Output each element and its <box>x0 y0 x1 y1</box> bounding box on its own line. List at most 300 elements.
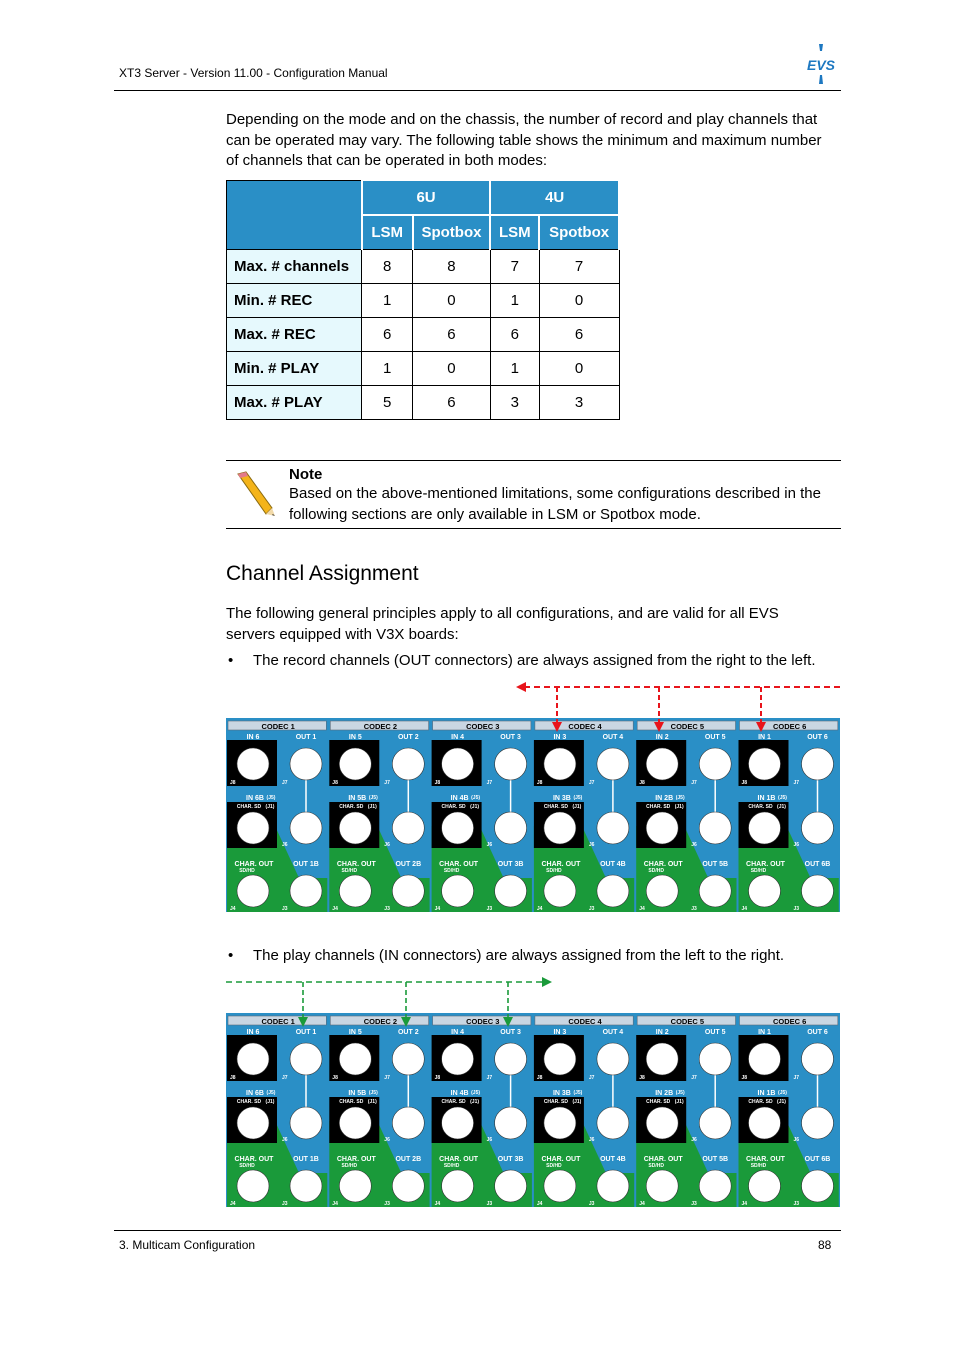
in-b-label: IN 2B <box>655 1090 674 1097</box>
out-b-lower-connector <box>290 1170 322 1202</box>
out-b-label: OUT 2B <box>395 1156 422 1163</box>
jack-label: J3 <box>282 906 288 912</box>
codec-label: CODEC 6 <box>772 1017 807 1026</box>
note-body <box>289 484 821 525</box>
out-b-connector <box>392 812 424 844</box>
char-sd-label: CHAR. SD <box>543 1099 568 1105</box>
j5-label: (J5) <box>266 795 276 801</box>
in-connector <box>237 1043 269 1075</box>
table-cell: 8 <box>362 250 413 284</box>
codec-label: CODEC 3 <box>466 722 500 731</box>
char-sd-label: CHAR. SD <box>748 804 773 810</box>
sdhd-label: SD/HD <box>443 1163 460 1169</box>
jack-label: J6 <box>384 842 390 848</box>
sdhd-label: SD/HD <box>239 1163 255 1169</box>
in-label: IN 3 <box>553 734 567 741</box>
row-header: Min. # REC <box>227 284 362 318</box>
char-sd-label: CHAR. SD <box>646 804 671 810</box>
out-b-connector <box>392 1107 424 1139</box>
table-corner <box>227 180 362 250</box>
row-header: Max. # REC <box>227 318 362 352</box>
char-sd-label: CHAR. SD <box>646 1099 671 1105</box>
out-b-connector <box>495 1107 527 1139</box>
out-b-label: OUT 5B <box>702 861 729 868</box>
codec-label: CODEC 5 <box>670 1017 705 1026</box>
document-title: XT3 Server - Version 11.00 - Configuration Manual <box>119 66 388 80</box>
char-out-connector <box>339 1170 371 1202</box>
jack-label: J7 <box>793 1075 800 1081</box>
jack-label: J7 <box>691 780 697 786</box>
char-out-label: CHAR. OUT <box>336 861 376 868</box>
jack-label: J3 <box>588 906 595 912</box>
jack-label: J3 <box>486 1201 493 1207</box>
char-out-label: CHAR. OUT <box>234 1156 274 1163</box>
out-b-connector <box>290 812 322 844</box>
table-row <box>227 386 620 420</box>
char-sd-label: CHAR. SD <box>339 1099 364 1105</box>
out-connector <box>290 1043 322 1075</box>
out-b-lower-connector <box>597 1170 629 1202</box>
table-cell: 5 <box>362 386 413 420</box>
in-connector <box>442 748 474 780</box>
jack-label: J3 <box>384 906 390 912</box>
in-connector <box>237 748 269 780</box>
jack-label: J6 <box>282 1137 288 1143</box>
out-b-lower-connector <box>290 875 322 907</box>
jack-label: J3 <box>384 1201 390 1207</box>
char-out-connector <box>237 875 269 907</box>
jack-label: J6 <box>486 1137 493 1143</box>
char-out-label: CHAR. OUT <box>439 1156 479 1163</box>
j1-label: (J1) <box>265 1099 275 1105</box>
jack-label: J4 <box>741 906 748 912</box>
j1-label: (J1) <box>674 1099 684 1105</box>
out-b-label: OUT 3B <box>497 861 524 868</box>
out-b-lower-connector <box>699 875 731 907</box>
sdhd-label: SD/HD <box>443 868 460 874</box>
char-out-connector <box>646 875 678 907</box>
jack-label: J6 <box>588 1137 595 1143</box>
in-b-label: IN 6B <box>246 795 264 802</box>
j5-label: (J5) <box>573 1090 583 1096</box>
char-sd-label: CHAR. SD <box>543 804 568 810</box>
char-out-label: CHAR. OUT <box>336 1156 376 1163</box>
jack-label: J8 <box>536 780 543 786</box>
jack-label: J3 <box>691 906 697 912</box>
codec-label: CODEC 4 <box>568 722 602 731</box>
j1-label: (J1) <box>777 804 786 810</box>
jack-label: J6 <box>793 842 800 848</box>
table-cell: 7 <box>539 250 619 284</box>
in-b-label: IN 4B <box>450 1090 469 1097</box>
codec-label: CODEC 3 <box>466 1017 500 1026</box>
out-label: OUT 3 <box>500 734 521 741</box>
jack-label: J4 <box>434 1201 441 1207</box>
char-sd-label: CHAR. SD <box>236 1099 262 1105</box>
in-label: IN 6 <box>246 1029 260 1036</box>
in-label: IN 3 <box>553 1029 567 1036</box>
bullet-play-text: The play channels (IN connectors) are always assigned from the left to the right. <box>253 947 785 964</box>
sdhd-label: SD/HD <box>750 1163 767 1169</box>
in-connector <box>749 1043 781 1075</box>
codec-label: CODEC 2 <box>363 1017 398 1026</box>
j5-label: (J5) <box>778 795 787 801</box>
in-label: IN 5 <box>348 1029 362 1036</box>
out-b-label: OUT 6B <box>804 861 831 868</box>
jack-label: J7 <box>486 1075 493 1081</box>
sdhd-label: SD/HD <box>750 868 767 874</box>
jack-label: J8 <box>332 1075 338 1081</box>
jack-label: J4 <box>434 906 441 912</box>
jack-label: J7 <box>384 780 390 786</box>
bullet-record-text: The record channels (OUT connectors) are always assigned from the right to the left. <box>253 652 816 669</box>
char-sd-label: CHAR. SD <box>441 1099 466 1105</box>
char-out-label: CHAR. OUT <box>643 861 683 868</box>
in-connector <box>544 748 576 780</box>
j5-label: (J5) <box>675 795 685 801</box>
jack-label: J4 <box>639 906 645 912</box>
codec-label: CODEC 4 <box>568 1017 602 1026</box>
jack-label: J4 <box>332 906 338 912</box>
out-label: OUT 4 <box>602 734 624 741</box>
out-connector <box>495 748 527 780</box>
out-connector <box>290 748 322 780</box>
sub-header: LSM <box>362 215 413 250</box>
out-connector <box>699 1043 731 1075</box>
in-b-connector <box>749 812 781 844</box>
out-connector <box>802 748 834 780</box>
in-b-connector <box>339 812 371 844</box>
table-cell: 1 <box>490 352 539 386</box>
intro-paragraph <box>226 110 822 172</box>
out-label: OUT 5 <box>704 1029 726 1036</box>
in-connector <box>544 1043 576 1075</box>
table-cell: 6 <box>539 318 619 352</box>
page-number: 88 <box>818 1238 832 1252</box>
in-label: IN 1 <box>758 1029 771 1036</box>
in-label: IN 2 <box>655 1029 669 1036</box>
out-b-connector <box>802 1107 834 1139</box>
in-b-label: IN 2B <box>655 795 674 802</box>
section-title: Channel Assignment <box>226 562 419 585</box>
char-sd-label: CHAR. SD <box>339 804 364 810</box>
table-cell: 1 <box>362 284 413 318</box>
table-row <box>227 284 620 318</box>
char-out-label: CHAR. OUT <box>541 861 581 868</box>
char-sd-label: CHAR. SD <box>441 804 466 810</box>
in-b-label: IN 5B <box>348 795 367 802</box>
table-cell: 0 <box>413 352 491 386</box>
jack-label: J6 <box>384 1137 390 1143</box>
bullet-marker: • <box>228 652 234 669</box>
out-connector <box>699 748 731 780</box>
out-label: OUT 4 <box>602 1029 624 1036</box>
note-line: Based on the above-mentioned limitations, some configurations described in the <box>289 485 821 502</box>
principles-line: The following general principles apply to all configurations, and are valid for all EVS <box>226 605 779 622</box>
char-sd-label: CHAR. SD <box>236 804 262 810</box>
note-title: Note <box>289 466 323 483</box>
jack-label: J3 <box>793 906 800 912</box>
svg-text:EVS: EVS <box>806 57 836 73</box>
in-connector <box>339 748 371 780</box>
jack-label: J8 <box>230 1075 236 1081</box>
in-connector <box>339 1043 371 1075</box>
out-b-label: OUT 3B <box>497 1156 524 1163</box>
out-b-label: OUT 6B <box>804 1156 831 1163</box>
jack-label: J3 <box>282 1201 288 1207</box>
table-row <box>227 318 620 352</box>
out-b-lower-connector <box>495 875 527 907</box>
jack-label: J7 <box>588 780 595 786</box>
jack-label: J4 <box>536 906 543 912</box>
in-b-connector <box>237 812 269 844</box>
jack-label: J3 <box>793 1201 800 1207</box>
in-b-connector <box>442 812 474 844</box>
jack-label: J8 <box>332 780 338 786</box>
footer-rule <box>114 1230 841 1231</box>
header-rule <box>114 90 841 91</box>
jack-label: J4 <box>230 906 236 912</box>
in-label: IN 4 <box>451 734 465 741</box>
in-connector <box>442 1043 474 1075</box>
pencil-icon <box>232 470 278 518</box>
j1-label: (J1) <box>367 1099 377 1105</box>
intro-line: can be operated may vary. The following table shows the minimum and maximum number <box>226 131 822 149</box>
jack-label: J6 <box>691 1137 697 1143</box>
out-label: OUT 6 <box>807 1029 828 1036</box>
out-b-lower-connector <box>699 1170 731 1202</box>
table-cell: 6 <box>490 318 539 352</box>
out-connector <box>802 1043 834 1075</box>
jack-label: J8 <box>434 780 441 786</box>
jack-label: J8 <box>434 1075 441 1081</box>
j1-label: (J1) <box>367 804 377 810</box>
j5-label: (J5) <box>266 1090 276 1096</box>
out-b-lower-connector <box>392 875 424 907</box>
j1-label: (J1) <box>572 1099 582 1105</box>
out-connector <box>597 748 629 780</box>
table-cell: 6 <box>413 386 491 420</box>
table-cell: 6 <box>362 318 413 352</box>
char-out-connector <box>442 875 474 907</box>
j1-label: (J1) <box>674 804 684 810</box>
table-cell: 3 <box>490 386 539 420</box>
char-out-connector <box>237 1170 269 1202</box>
out-b-connector <box>597 1107 629 1139</box>
jack-label: J7 <box>486 780 493 786</box>
jack-label: J4 <box>536 1201 543 1207</box>
table-cell: 1 <box>362 352 413 386</box>
out-b-lower-connector <box>802 1170 834 1202</box>
char-out-connector <box>749 875 781 907</box>
j5-label: (J5) <box>675 1090 685 1096</box>
jack-label: J4 <box>230 1201 236 1207</box>
char-out-label: CHAR. OUT <box>234 861 274 868</box>
in-b-label: IN 3B <box>552 795 571 802</box>
j5-label: (J5) <box>471 795 481 801</box>
in-label: IN 5 <box>348 734 362 741</box>
out-b-label: OUT 1B <box>293 1156 319 1163</box>
j5-label: (J5) <box>778 1090 787 1096</box>
in-b-connector <box>237 1107 269 1139</box>
table-cell: 7 <box>490 250 539 284</box>
jack-label: J6 <box>793 1137 800 1143</box>
jack-label: J8 <box>639 1075 645 1081</box>
out-connector <box>392 1043 424 1075</box>
out-b-connector <box>699 812 731 844</box>
codec-label: CODEC 6 <box>772 722 807 731</box>
table-cell: 8 <box>413 250 491 284</box>
jack-label: J7 <box>588 1075 595 1081</box>
jack-label: J3 <box>486 906 493 912</box>
in-b-connector <box>544 1107 576 1139</box>
note-line: following sections are only available in LSM or Spotbox mode. <box>289 505 701 523</box>
jack-label: J8 <box>741 1075 748 1081</box>
table-cell: 3 <box>539 386 619 420</box>
jack-label: J7 <box>282 1075 288 1081</box>
table-row <box>227 352 620 386</box>
in-b-label: IN 3B <box>552 1090 571 1097</box>
jack-label: J8 <box>639 780 645 786</box>
sdhd-label: SD/HD <box>546 1163 562 1169</box>
out-connector <box>392 748 424 780</box>
sub-header: Spotbox <box>413 215 491 250</box>
play-channel-diagram <box>226 973 840 1207</box>
principles-line: servers equipped with V3X boards: <box>226 625 459 643</box>
char-out-label: CHAR. OUT <box>643 1156 683 1163</box>
out-label: OUT 1 <box>295 734 317 741</box>
in-b-connector <box>544 812 576 844</box>
in-connector <box>646 748 678 780</box>
out-b-connector <box>699 1107 731 1139</box>
out-b-label: OUT 1B <box>293 861 319 868</box>
in-b-connector <box>749 1107 781 1139</box>
in-b-connector <box>339 1107 371 1139</box>
intro-line: of channels that can be operated in both modes: <box>226 152 548 169</box>
bullet-marker: • <box>228 947 234 964</box>
jack-label: J3 <box>588 1201 595 1207</box>
sdhd-label: SD/HD <box>648 868 664 874</box>
j5-label: (J5) <box>368 795 378 801</box>
in-b-connector <box>442 1107 474 1139</box>
table-cell: 0 <box>539 352 619 386</box>
out-b-label: OUT 5B <box>702 1156 729 1163</box>
char-out-label: CHAR. OUT <box>439 861 479 868</box>
j5-label: (J5) <box>573 795 583 801</box>
note-bottom-rule <box>226 528 841 529</box>
j1-label: (J1) <box>470 1099 480 1105</box>
in-label: IN 6 <box>246 734 260 741</box>
char-out-label: CHAR. OUT <box>541 1156 581 1163</box>
char-out-connector <box>544 1170 576 1202</box>
sub-header: LSM <box>490 215 539 250</box>
out-b-connector <box>495 812 527 844</box>
jack-label: J4 <box>741 1201 748 1207</box>
j1-label: (J1) <box>777 1099 786 1105</box>
char-out-label: CHAR. OUT <box>746 861 785 868</box>
sdhd-label: SD/HD <box>341 1163 358 1169</box>
table-cell: 6 <box>413 318 491 352</box>
out-b-lower-connector <box>597 875 629 907</box>
table-cell: 0 <box>539 284 619 318</box>
codec-label: CODEC 2 <box>363 722 398 731</box>
out-label: OUT 5 <box>704 734 726 741</box>
codec-label: CODEC 1 <box>261 722 295 731</box>
sdhd-label: SD/HD <box>546 868 562 874</box>
note-top-rule <box>226 460 841 461</box>
footer-chapter: 3. Multicam Configuration <box>119 1238 256 1252</box>
jack-label: J4 <box>332 1201 338 1207</box>
sub-header: Spotbox <box>539 215 619 250</box>
in-label: IN 4 <box>451 1029 465 1036</box>
out-connector <box>597 1043 629 1075</box>
in-label: IN 1 <box>758 734 771 741</box>
in-connector <box>646 1043 678 1075</box>
out-label: OUT 3 <box>500 1029 521 1036</box>
codec-label: CODEC 5 <box>670 722 705 731</box>
jack-label: J7 <box>282 780 288 786</box>
jack-label: J4 <box>639 1201 645 1207</box>
group-header-6u: 6U <box>362 180 491 215</box>
channel-limits-table <box>226 179 620 420</box>
char-out-connector <box>544 875 576 907</box>
in-b-connector <box>646 1107 678 1139</box>
in-connector <box>749 748 781 780</box>
jack-label: J8 <box>230 780 236 786</box>
codec-label: CODEC 1 <box>261 1017 295 1026</box>
out-label: OUT 6 <box>807 734 828 741</box>
out-label: OUT 2 <box>397 734 419 741</box>
out-b-lower-connector <box>392 1170 424 1202</box>
char-out-connector <box>339 875 371 907</box>
char-out-connector <box>749 1170 781 1202</box>
in-b-connector <box>646 812 678 844</box>
jack-label: J7 <box>793 780 800 786</box>
j1-label: (J1) <box>572 804 582 810</box>
j1-label: (J1) <box>470 804 480 810</box>
in-label: IN 2 <box>655 734 669 741</box>
char-out-connector <box>442 1170 474 1202</box>
evs-logo <box>805 44 837 84</box>
table-cell: 1 <box>490 284 539 318</box>
jack-label: J6 <box>691 842 697 848</box>
j5-label: (J5) <box>471 1090 481 1096</box>
jack-label: J6 <box>588 842 595 848</box>
sdhd-label: SD/HD <box>648 1163 664 1169</box>
sdhd-label: SD/HD <box>341 868 358 874</box>
out-b-label: OUT 4B <box>600 1156 626 1163</box>
record-channel-diagram <box>226 678 840 912</box>
jack-label: J6 <box>486 842 493 848</box>
out-b-label: OUT 4B <box>600 861 626 868</box>
in-b-label: IN 1B <box>757 795 776 802</box>
group-header-4u: 4U <box>490 180 619 215</box>
in-b-label: IN 6B <box>246 1090 264 1097</box>
in-b-label: IN 4B <box>450 795 469 802</box>
out-label: OUT 1 <box>295 1029 317 1036</box>
char-sd-label: CHAR. SD <box>748 1099 773 1105</box>
jack-label: J8 <box>741 780 748 786</box>
row-header: Max. # channels <box>227 250 362 284</box>
table-row <box>227 250 620 284</box>
sdhd-label: SD/HD <box>239 868 255 874</box>
out-label: OUT 2 <box>397 1029 419 1036</box>
table-cell: 0 <box>413 284 491 318</box>
out-b-connector <box>290 1107 322 1139</box>
j5-label: (J5) <box>368 1090 378 1096</box>
out-b-lower-connector <box>802 875 834 907</box>
row-header: Max. # PLAY <box>227 386 362 420</box>
